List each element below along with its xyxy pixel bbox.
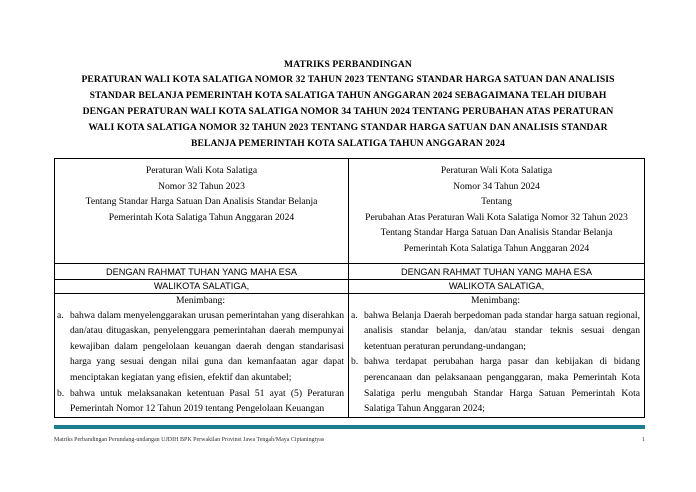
right-header-line: Nomor 34 Tahun 2024 xyxy=(453,180,540,192)
left-header-line: Nomor 32 Tahun 2023 xyxy=(158,180,245,192)
right-header-line: Tentang xyxy=(481,196,512,208)
right-header-cell xyxy=(349,159,645,264)
list-item xyxy=(351,354,640,416)
list-item xyxy=(57,386,344,417)
page-number: 1 xyxy=(642,437,645,443)
title-heading: MATRIKS PERBANDINGAN xyxy=(284,59,412,70)
title-line-2: STANDAR BELANJA PEMERINTAH KOTA SALATIGA TAHUN ANGGARAN 2024 SEBAGAIMANA TELAH DIUBAH xyxy=(89,90,607,101)
item-text: bahwa dalam menyelenggarakan urusan pemerintahan yang diserahkan dan/atau ditugaskan, penyelenggara pemerintahan daerah mempunyai kewajiban dalam pengelolaan keuangan daerah dengan standarisasi harga yang sesuai dengan nilai guna dan kemanfaatan agar dapat menciptakan kegiatan yang efisien, efektif dan akuntabel; xyxy=(70,309,344,383)
title-line-5: BELANJA PEMERINTAH KOTA SALATIGA TAHUN ANGGARAN 2024 xyxy=(190,138,505,149)
item-label: a. xyxy=(57,309,64,321)
left-menimbang-cell xyxy=(55,293,349,417)
left-header-line: Pemerintah Kota Salatiga Tahun Anggaran 2024 xyxy=(108,211,295,223)
item-text: bahwa Belanja Daerah berpedoman pada standar harga satuan regional, analisis standar belanja, dan/atau standar teknis sesuai dengan ketentuan peraturan perundang-undangan; xyxy=(364,309,640,352)
right-menimbang-label: Menimbang: xyxy=(470,294,521,306)
rahmat-row xyxy=(55,263,645,279)
footer-divider xyxy=(54,425,645,429)
item-label: b. xyxy=(57,387,65,399)
left-header-line: Peraturan Wali Kota Salatiga xyxy=(145,165,258,176)
right-header-line: Tentang Standar Harga Satuan Dan Analisis Standar Belanja xyxy=(380,227,613,239)
right-menimbang-cell xyxy=(349,293,645,417)
title-line-4: WALI KOTA SALATIGA NOMOR 32 TAHUN 2023 TENTANG STANDAR HARGA SATUAN DAN ANALISIS STANDAR xyxy=(88,122,608,133)
right-walikota: WALIKOTA SALATIGA, xyxy=(349,279,645,293)
title-line-3: DENGAN PERATURAN WALI KOTA SALATIGA NOMOR 34 TAHUN 2024 TENTANG PERUBAHAN ATAS PERATURAN xyxy=(82,106,614,117)
walikota-row xyxy=(55,279,645,293)
item-text: bahwa terdapat perubahan harga pasar dan kebijakan di bidang perencanaan dan pelaksanaan penganggaran, maka Pemerintah Kota Salatiga perlu mengubah Standar Harga Satuan Pemerintah Kota Salatiga Tahun Anggaran 2024; xyxy=(364,356,640,415)
page-footer xyxy=(54,437,645,443)
right-header-line: Perubahan Atas Peraturan Wali Kota Salatiga Nomor 32 Tahun 2023 xyxy=(365,211,628,223)
table-header-row xyxy=(55,159,645,264)
footer-text: Matriks Perbandingan Perundang-undangan UJDIH BPK Perwakilan Provinsi Jawa Tengah/Maya Ciptaningtyas xyxy=(54,437,325,443)
right-header-line: Pemerintah Kota Salatiga Tahun Anggaran 2024 xyxy=(403,242,590,254)
item-label: b. xyxy=(351,356,359,368)
item-text: bahwa untuk melaksanakan ketentuan Pasal 51 ayat (5) Peraturan Pemerintah Nomor 12 Tahun 2019 tentang Pengelolaan Keuangan xyxy=(70,387,344,415)
list-item xyxy=(351,308,640,355)
left-menimbang-label: Menimbang: xyxy=(175,294,226,306)
title-line-1: PERATURAN WALI KOTA SALATIGA NOMOR 32 TAHUN 2023 TENTANG STANDAR HARGA SATUAN DAN ANALISIS xyxy=(81,74,615,85)
item-label: a. xyxy=(351,309,358,321)
menimbang-row xyxy=(55,293,645,417)
left-rahmat: DENGAN RAHMAT TUHAN YANG MAHA ESA xyxy=(55,263,349,279)
right-header-line: Peraturan Wali Kota Salatiga xyxy=(440,165,553,176)
right-rahmat: DENGAN RAHMAT TUHAN YANG MAHA ESA xyxy=(349,263,645,279)
list-item xyxy=(57,308,344,386)
left-walikota: WALIKOTA SALATIGA, xyxy=(55,279,349,293)
left-header-cell xyxy=(55,159,349,264)
comparison-table xyxy=(54,158,645,418)
left-header-line: Tentang Standar Harga Satuan Dan Analisis Standar Belanja xyxy=(85,196,318,208)
